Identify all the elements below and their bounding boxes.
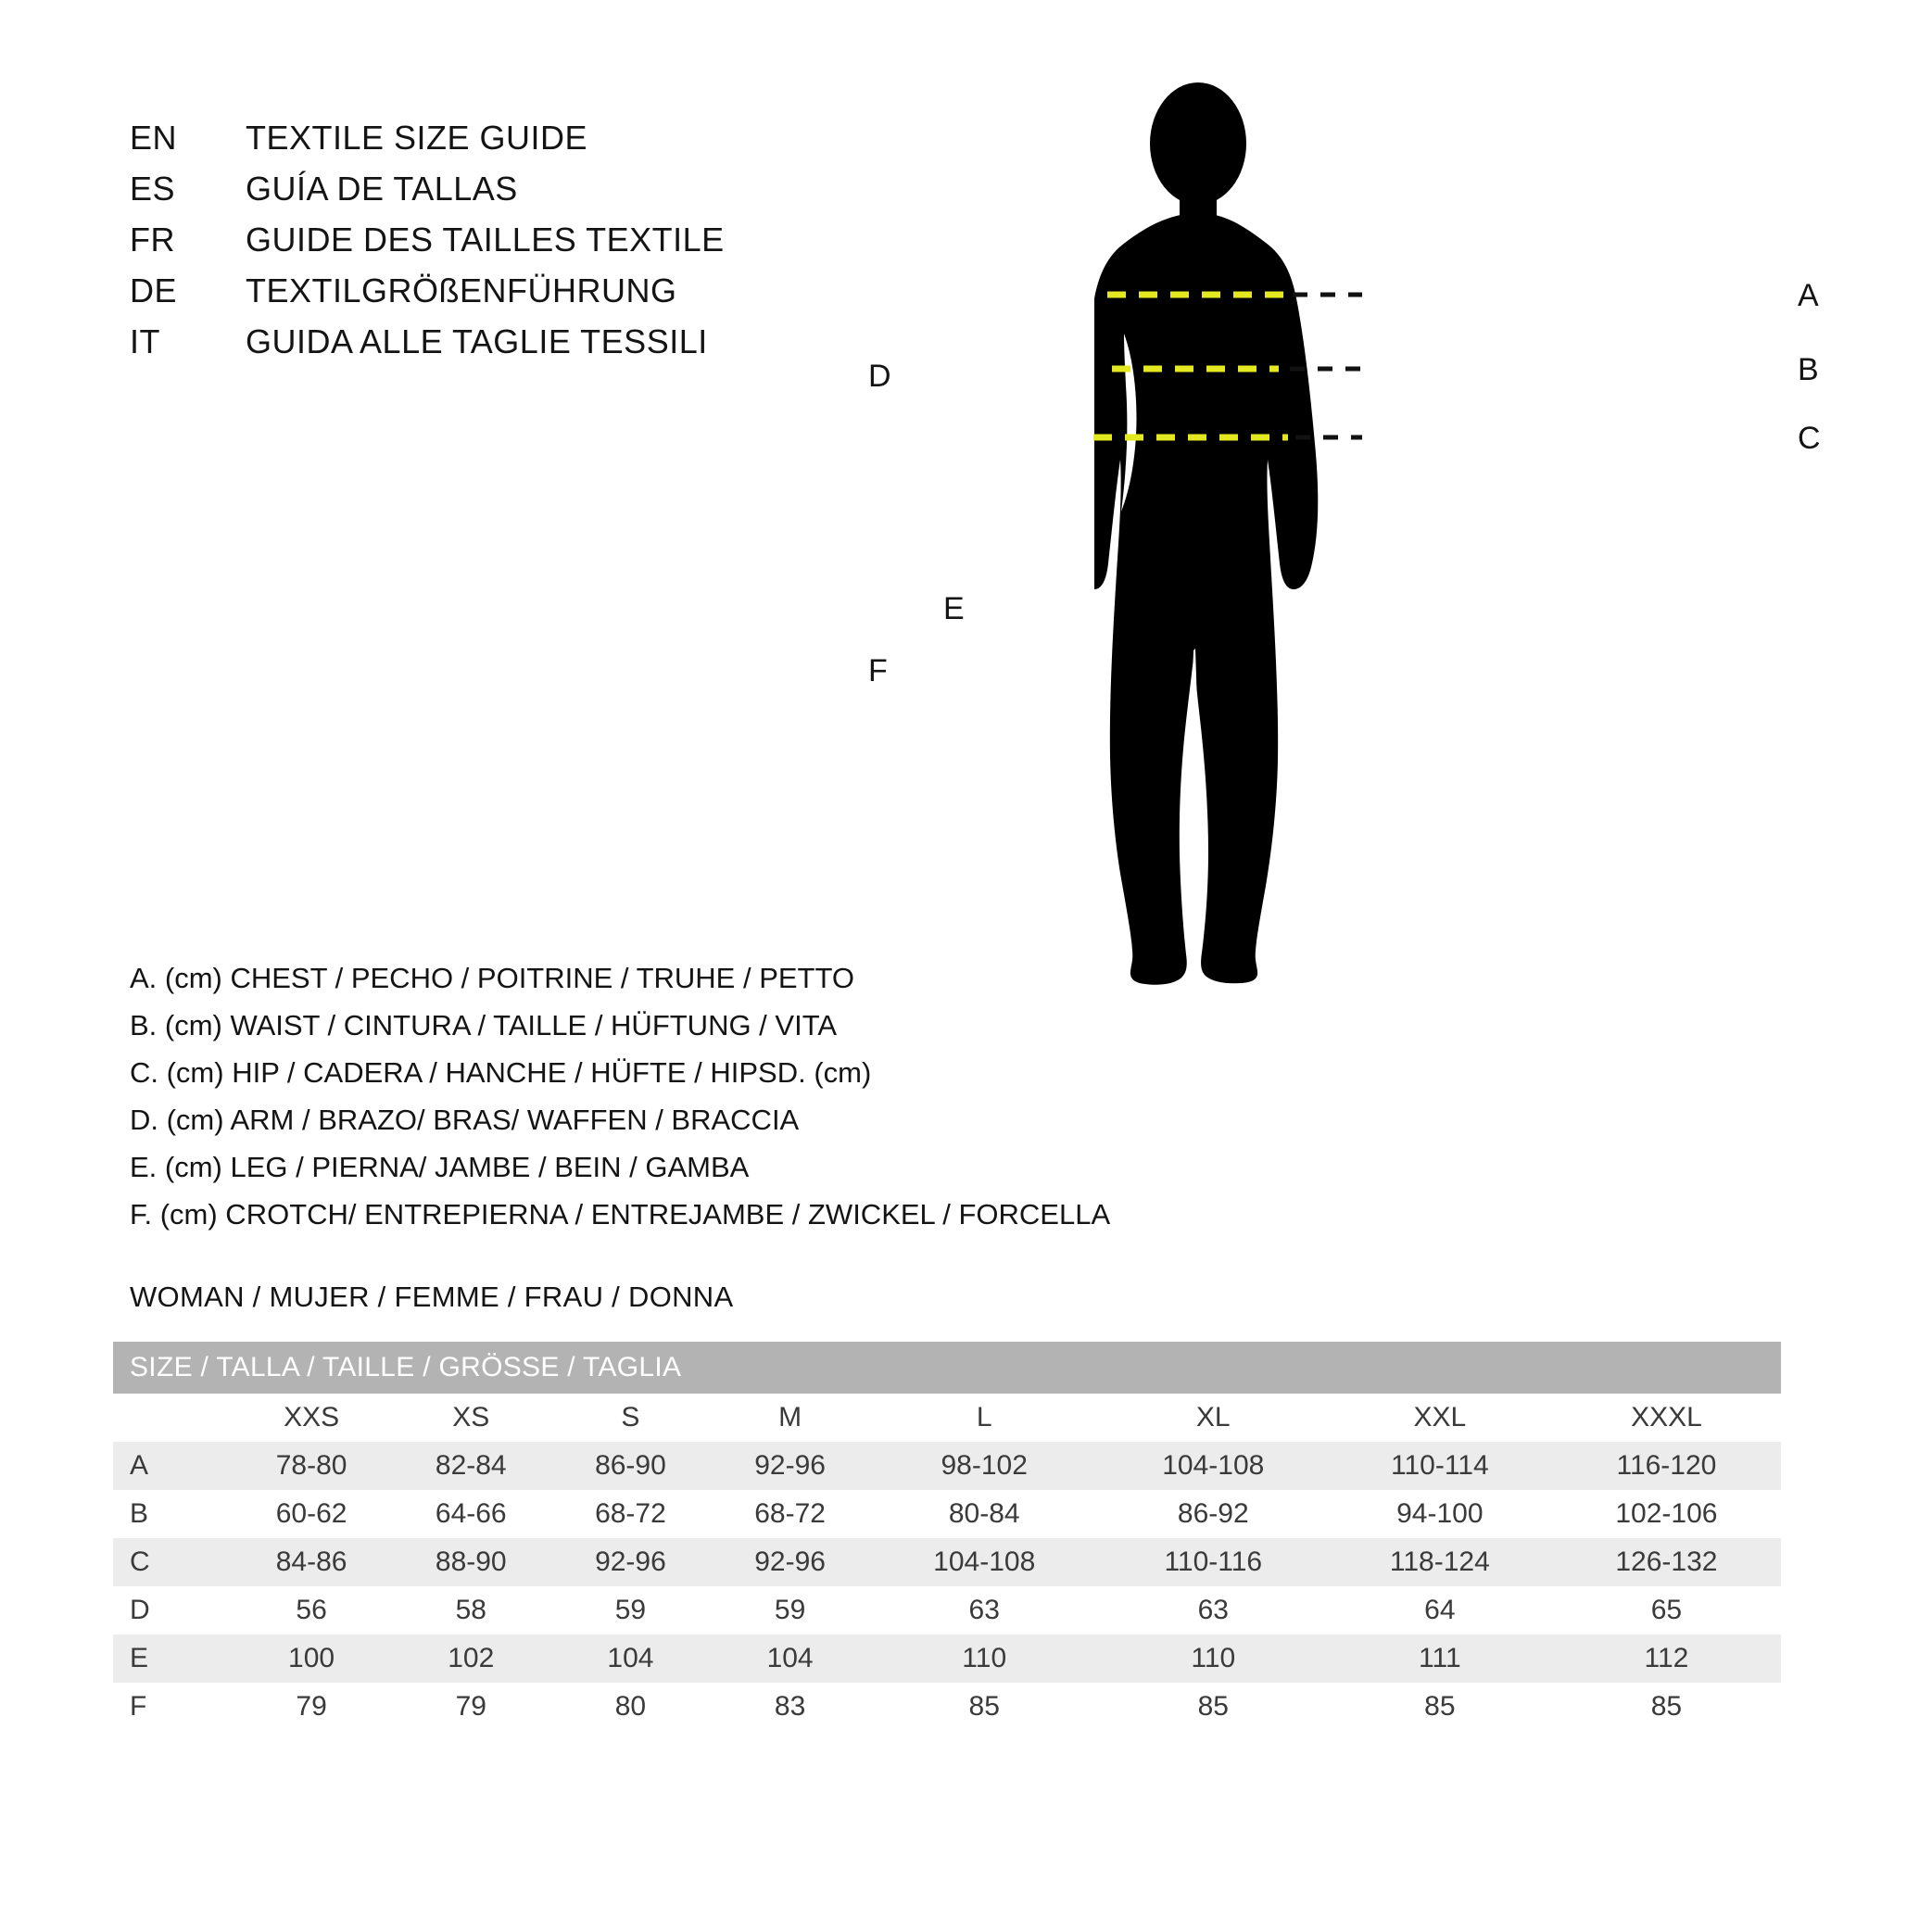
title-row [130,322,964,373]
title-text-es: GUÍA DE TALLAS [246,170,518,208]
cell: 110-116 [1099,1538,1328,1586]
size-col-xl: XL [1099,1394,1328,1442]
cell: 104-108 [1099,1442,1328,1490]
woman-silhouette [1094,82,1318,985]
cell: 92-96 [711,1442,870,1490]
cell: 98-102 [870,1442,1099,1490]
label-f: F [868,653,888,688]
row-label-b: B [113,1490,232,1538]
cell: 92-96 [550,1538,710,1586]
table-row [113,1683,1781,1731]
cell: 118-124 [1328,1538,1552,1586]
cell: 85 [870,1683,1099,1731]
cell: 102 [391,1634,550,1683]
cell: 68-72 [550,1490,710,1538]
size-col-s: S [550,1394,710,1442]
title-lang-en: EN [130,119,178,157]
size-col-xxs: XXS [232,1394,391,1442]
table-row [113,1538,1781,1586]
size-col-xs: XS [391,1394,550,1442]
cell: 59 [711,1586,870,1634]
cell: 68-72 [711,1490,870,1538]
size-col-m: M [711,1394,870,1442]
cell: 80-84 [870,1490,1099,1538]
cell: 80 [550,1683,710,1731]
row-label-a: A [113,1442,232,1490]
label-e: E [943,591,965,626]
table-sizes-row [113,1394,1781,1442]
title-row [130,119,964,170]
size-col-xxl: XXL [1328,1394,1552,1442]
label-d: D [868,359,891,394]
cell: 84-86 [232,1538,391,1586]
measurement-figure [868,56,1863,1195]
cell: 64-66 [391,1490,550,1538]
title-lang-de: DE [130,271,178,309]
table-row [113,1490,1781,1538]
row-label-c: C [113,1538,232,1586]
cell: 85 [1552,1683,1781,1731]
title-lang-es: ES [130,170,176,208]
section-caption: WOMAN / MUJER / FEMME / FRAU / DONNA [130,1281,734,1313]
legend-item-d: D. (cm) ARM / BRAZO/ BRAS/ WAFFEN / BRACCIA [130,1104,800,1136]
label-c: C [1798,421,1821,456]
title-lang-it: IT [130,322,160,360]
cell: 64 [1328,1586,1552,1634]
cell: 59 [550,1586,710,1634]
cell: 83 [711,1683,870,1731]
cell: 94-100 [1328,1490,1552,1538]
cell: 110 [1099,1634,1328,1683]
size-col-xxxl: XXXL [1552,1394,1781,1442]
cell: 56 [232,1586,391,1634]
legend-item-a: A. (cm) CHEST / PECHO / POITRINE / TRUHE / PETTO [130,962,854,994]
cell: 112 [1552,1634,1781,1683]
cell: 110-114 [1328,1442,1552,1490]
cell: 92-96 [711,1538,870,1586]
row-label-f: F [113,1683,232,1731]
size-table [113,1342,1781,1731]
title-row [130,271,964,322]
cell: 111 [1328,1634,1552,1683]
title-lang-fr: FR [130,221,175,259]
title-text-en: TEXTILE SIZE GUIDE [246,119,588,157]
legend-block [130,954,1195,1238]
title-text-it: GUIDA ALLE TAGLIE TESSILI [246,322,708,360]
cell: 104 [550,1634,710,1683]
legend-item-c: C. (cm) HIP / CADERA / HANCHE / HÜFTE / HIPSD. (cm) [130,1056,872,1089]
cell: 110 [870,1634,1099,1683]
title-row [130,221,964,271]
legend-item-e: E. (cm) LEG / PIERNA/ JAMBE / BEIN / GAMBA [130,1151,750,1183]
row-label-d: D [113,1586,232,1634]
cell: 104 [711,1634,870,1683]
sizes-row-corner [113,1394,232,1442]
cell: 65 [1552,1586,1781,1634]
cell: 85 [1099,1683,1328,1731]
legend-item-f: F. (cm) CROTCH/ ENTREPIERNA / ENTREJAMBE / ZWICKEL / FORCELLA [130,1198,1111,1231]
cell: 63 [1099,1586,1328,1634]
row-label-e: E [113,1634,232,1683]
size-col-l: L [870,1394,1099,1442]
cell: 60-62 [232,1490,391,1538]
cell: 102-106 [1552,1490,1781,1538]
cell: 63 [870,1586,1099,1634]
cell: 100 [232,1634,391,1683]
cell: 104-108 [870,1538,1099,1586]
cell: 116-120 [1552,1442,1781,1490]
cell: 86-90 [550,1442,710,1490]
table-row [113,1442,1781,1490]
cell: 58 [391,1586,550,1634]
legend-item-b: B. (cm) WAIST / CINTURA / TAILLE / HÜFTUNG / VITA [130,1009,838,1041]
cell: 79 [232,1683,391,1731]
cell: 85 [1328,1683,1552,1731]
table-header-label: SIZE / TALLA / TAILLE / GRÖSSE / TAGLIA [113,1342,1781,1394]
title-row [130,170,964,221]
label-a: A [1798,278,1819,313]
table-header-row [113,1342,1781,1394]
table-row [113,1634,1781,1683]
label-b: B [1798,352,1819,387]
cell: 126-132 [1552,1538,1781,1586]
title-text-fr: GUIDE DES TAILLES TEXTILE [246,221,725,259]
cell: 86-92 [1099,1490,1328,1538]
table-row [113,1586,1781,1634]
cell: 79 [391,1683,550,1731]
title-text-de: TEXTILGRÖßENFÜHRUNG [246,271,677,309]
cell: 88-90 [391,1538,550,1586]
cell: 78-80 [232,1442,391,1490]
cell: 82-84 [391,1442,550,1490]
title-block [130,119,964,373]
